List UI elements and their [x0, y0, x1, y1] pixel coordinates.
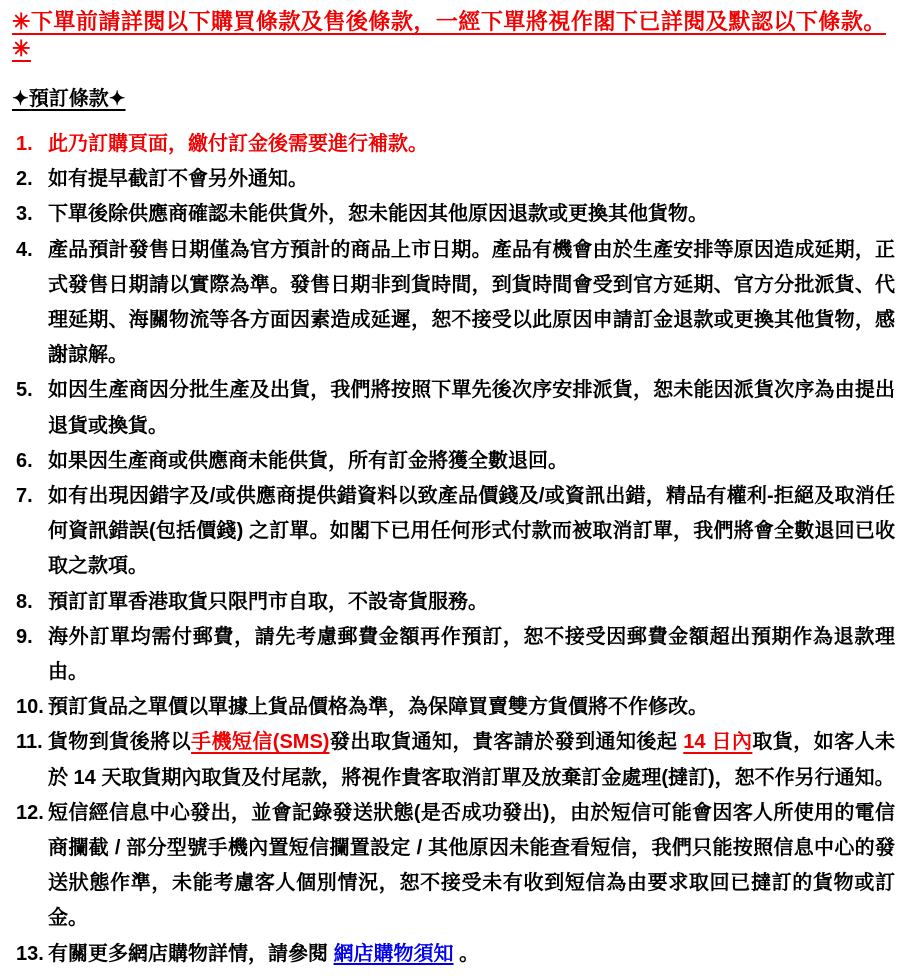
term-text	[48, 233, 895, 374]
term-number: 5.	[16, 379, 33, 402]
section-title-preorder-terms: ✦預訂條款✦	[12, 88, 126, 110]
deposit-notice-text: 此乃訂購頁面，繳付訂金後需要進行補款。	[48, 133, 428, 155]
term-number: 7.	[16, 485, 33, 508]
term-number: 11.	[16, 731, 43, 754]
term-text	[48, 796, 895, 937]
term-text-segment: 如果因生產商或供應商未能供貨，所有訂金將獲全數退回。	[48, 449, 568, 472]
term-item	[16, 937, 895, 972]
term-number: 2.	[16, 168, 33, 191]
term-text-segment: 取貨，如客人未於 14 天取貨期內取貨及付尾款，將視作貴客取消訂單及放棄訂金處理(撻訂)，恕不作另行通知。	[48, 731, 895, 789]
term-text-segment: 預訂貨品之單價以單據上貨品價格為準，為保障買賣雙方貨價將不作修改。	[48, 696, 708, 719]
term-text	[48, 479, 895, 585]
term-number: 8.	[16, 590, 33, 613]
term-text	[48, 937, 895, 972]
term-number: 9.	[16, 625, 33, 648]
term-number: 3.	[16, 203, 33, 226]
term-text	[48, 690, 895, 725]
term-text-segment: 預訂訂單香港取貨只限門市自取，不設寄貨服務。	[48, 590, 488, 613]
term-text-segment: 如有提早截訂不會另外通知。	[48, 168, 308, 191]
term-item	[16, 444, 895, 479]
term-text-segment: 短信經信息中心發出，並會記錄發送狀態(是否成功發出)，由於短信可能會因客人所使用的電信商攔截 / 部分型號手機內置短信攔置設定 / 其他原因未能查看短信，我們只能按照信息中心的發送狀態作準，未能考慮客人個別情況，恕不接受未有收到短信為由要求取回已撻訂的貨物或訂金。	[48, 801, 895, 930]
term-number: 1.	[16, 133, 33, 155]
pre-order-warning-banner: ✳下單前請詳閱以下購買條款及售後條款，一經下單將視作閣下已詳閱及默認以下條款。✳	[12, 9, 886, 61]
term-item	[16, 620, 895, 690]
term-text-segment: 產品預計發售日期僅為官方預計的商品上市日期。產品有機會由於生產安排等原因造成延期，正式發售日期請以實際為準。發售日期非到貨時間，到貨時間會受到官方延期、官方分批派貨、代理延期、海關物流等各方面因素造成延遲，恕不接受以此原因申請訂金退款或更換其他貨物，感謝諒解。	[48, 238, 895, 367]
term-item	[16, 373, 895, 443]
pickup-deadline-emphasis: 14 日內	[683, 731, 753, 754]
term-item	[16, 690, 895, 725]
term-text-segment: 發出取貨通知，貴客請於發到通知後起	[329, 731, 684, 754]
term-item	[16, 725, 895, 795]
term-number: 13.	[16, 942, 44, 965]
term-item	[16, 479, 895, 585]
term-item	[16, 796, 895, 937]
term-item	[16, 197, 895, 232]
term-text-segment: 海外訂單均需付郵費，請先考慮郵費金額再作預訂，恕不接受因郵費金額超出預期作為退款理由。	[48, 625, 895, 684]
term-text	[48, 620, 895, 690]
term-text-segment: 下單後除供應商確認未能供貨外，恕未能因其他原因退款或更換其他貨物。	[48, 203, 708, 226]
term-text-segment: 。	[453, 942, 480, 965]
term-text	[48, 725, 895, 795]
term-text-segment: 有關更多網店購物詳情，請參閱	[48, 942, 334, 965]
term-text-segment: 貨物到貨後將以	[48, 731, 192, 754]
term-text-segment: 如有出現因錯字及/或供應商提供錯資料以致產品價錢及/或資訊出錯，精品有權利-拒絕及取消任何資訊錯誤(包括價錢) 之訂單。如閣下已用任何形式付款而被取消訂單，我們將會全數退回已收取之款項。	[48, 485, 895, 578]
term-text	[48, 373, 895, 443]
term-number: 4.	[16, 238, 33, 261]
term-item	[16, 127, 895, 162]
terms-list	[12, 127, 895, 972]
term-number: 10.	[16, 696, 44, 719]
store-shopping-guide-link[interactable]: 網店購物須知	[333, 942, 454, 965]
term-item	[16, 162, 895, 197]
term-number: 12.	[16, 801, 44, 824]
term-item	[16, 585, 895, 620]
term-text	[48, 585, 895, 620]
term-text-segment: 如因生產商因分批生產及出貨，我們將按照下單先後次序安排派貨，恕未能因派貨次序為由提出退貨或換貨。	[48, 379, 895, 437]
term-number: 6.	[16, 449, 33, 472]
term-text	[48, 197, 895, 232]
term-item	[16, 233, 895, 374]
sms-pickup-emphasis: 手機短信(SMS)	[191, 731, 330, 754]
term-text	[48, 444, 895, 479]
term-text	[48, 162, 895, 197]
term-text	[48, 127, 895, 162]
